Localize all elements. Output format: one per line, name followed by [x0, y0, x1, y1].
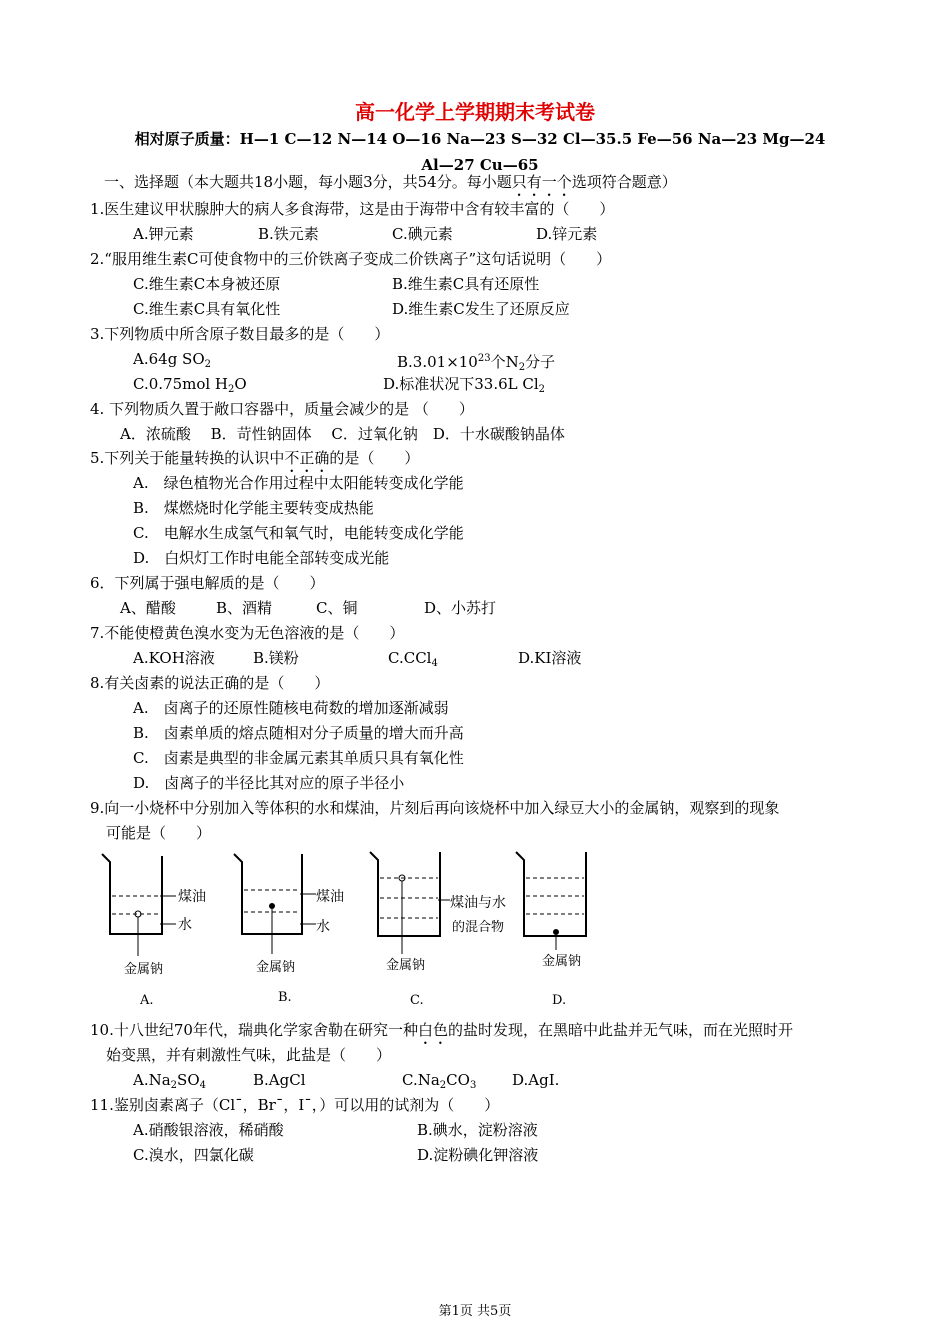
q4-options: A．浓硫酸 B．苛性钠固体 C．过氧化钠 D．十水碳酸钠晶体: [120, 425, 565, 443]
q3-a-text: A.64g SO: [133, 350, 205, 368]
beaker-b-label2: 水: [316, 919, 330, 935]
q10-stem-part: 10.十八世纪70年代，瑞典化学家舍勒在研究一种: [90, 1021, 418, 1039]
q11-option-b: B.碘水，淀粉溶液: [417, 1121, 538, 1139]
q10-option-a: [133, 1070, 206, 1096]
section-heading-part: 一、选择题（本大题共18小题，每小题3分，共54分。每小题: [104, 173, 512, 191]
q5-stem-emphasis: 不正确: [284, 449, 330, 467]
section-heading-emphasis: 只有一个: [511, 173, 572, 191]
atomic-masses-line2: Al—27 Cu—65: [421, 156, 539, 174]
q3-b-text: 个N: [490, 353, 519, 371]
beaker-diagram-c: [366, 848, 516, 1013]
q6-option-b: B、酒精: [216, 599, 273, 617]
q10-option-c: [402, 1070, 476, 1096]
q10-c-text: C.Na: [402, 1071, 440, 1089]
q6-option-d: D、小苏打: [424, 599, 497, 617]
q10-option-d: D.AgI.: [512, 1071, 560, 1089]
q10-c-subscript: 2: [439, 1080, 447, 1091]
q3-b-superscript: 23: [477, 353, 491, 364]
q10-stem-line2: 始变黑，并有刺激性气味，此盐是（ ）: [106, 1046, 392, 1064]
beaker-c-label2: 的混合物: [452, 920, 505, 935]
q8-stem: 8.有关卤素的说法正确的是（ ）: [90, 674, 330, 692]
section-heading-part: 选项符合题意）: [571, 173, 677, 191]
q3-b-text: 分子: [525, 353, 556, 371]
q7-option-a: A.KOH溶液: [133, 649, 215, 667]
beaker-c-bottom-label: 金属钠: [386, 958, 426, 973]
beaker-c-label1: 煤油与水: [450, 895, 506, 911]
q3-option-c: [133, 374, 247, 400]
q2-option-b: B.维生素C具有还原性: [392, 275, 540, 293]
beaker-a-drawing: [96, 848, 236, 968]
q2-option-d: D.维生素C发生了还原反应: [392, 300, 570, 318]
q3-b-text: B.3.01×10: [397, 353, 478, 371]
beaker-d-bottom-label: 金属钠: [542, 954, 582, 969]
beaker-a-bottom-label: 金属钠: [124, 962, 164, 977]
q11-option-a: A.硝酸银溶液，稀硝酸: [133, 1121, 284, 1139]
beaker-b-drawing: [230, 848, 370, 968]
q1-option-d: D.锌元素: [536, 225, 598, 243]
q10-option-b: B.AgCl: [253, 1071, 306, 1089]
beaker-diagram-b: [230, 848, 370, 1013]
q1-option-c: C.碘元素: [392, 225, 453, 243]
q10-stem-emphasis: 白色: [417, 1021, 448, 1039]
q6-option-a: A、醋酸: [120, 599, 176, 617]
q1-option-a: A.钾元素: [133, 225, 194, 243]
q4-stem: 4. 下列物质久置于敞口容器中，质量会减少的是 （ ）: [90, 400, 474, 418]
atomic-masses-line1: 相对原子质量：H—1 C—12 N—14 O—16 Na—23 S—32 Cl—35.5 Fe—56 Na—23 Mg—24: [134, 130, 826, 148]
q3-stem: 3.下列物质中所含原子数目最多的是（ ）: [90, 325, 390, 343]
q2-stem: 2.“服用维生素C可使食物中的三价铁离子变成二价铁离子”这句话说明（ ）: [90, 250, 612, 268]
q11-option-c: C.溴水，四氯化碳: [133, 1146, 254, 1164]
beaker-a-label2: 水: [178, 917, 192, 933]
q6-stem: 6．下列属于强电解质的是（ ）: [90, 574, 325, 592]
q1-stem: 1.医生建议甲状腺肿大的病人多食海带，这是由于海带中含有较丰富的（ ）: [90, 200, 615, 218]
beaker-a-label1: 煤油: [178, 889, 206, 905]
q10-c-text: CO: [446, 1071, 470, 1089]
beaker-b-bottom-label: 金属钠: [256, 960, 296, 975]
q5-option-d: D. 白炽灯工作时电能全部转变成光能: [133, 549, 390, 567]
q7-c-text: C.CCl: [388, 649, 432, 667]
q3-a-subscript: 2: [204, 359, 212, 370]
beaker-diagram-a: [96, 848, 236, 1013]
q10-stem-line1: [90, 1020, 793, 1048]
q3-d-text: D.标准状况下33.6L Cl: [383, 375, 539, 393]
q5-stem-part: 5.下列关于能量转换的认识中: [90, 449, 285, 467]
q11-option-d: D.淀粉碘化钾溶液: [417, 1146, 539, 1164]
q3-c-text: O: [234, 375, 247, 393]
q7-option-b: B.镁粉: [253, 649, 299, 667]
q9-stem-line2: 可能是（ ）: [106, 824, 212, 842]
section-heading: [104, 172, 677, 200]
q9-stem-line1: 9.向一小烧杯中分别加入等体积的水和煤油，片刻后再向该烧杯中加入绿豆大小的金属钠，观察到的现象: [90, 799, 780, 817]
beaker-b-option: B.: [278, 990, 292, 1005]
q5-option-b: B. 煤燃烧时化学能主要转变成热能: [133, 499, 374, 517]
q5-option-c: C. 电解水生成氢气和氧气时，电能转变成化学能: [133, 524, 464, 542]
q2-option-a: C.维生素C本身被还原: [133, 275, 281, 293]
q10-a-text: A.Na: [133, 1071, 171, 1089]
q8-option-a: A. 卤离子的还原性随核电荷数的增加逐渐减弱: [133, 699, 449, 717]
beaker-d-option: D.: [552, 993, 567, 1008]
q8-option-d: D. 卤离子的半径比其对应的原子半径小: [133, 774, 405, 792]
beaker-c-option: C.: [410, 993, 424, 1008]
q3-option-a: [133, 349, 211, 375]
q7-option-c: [388, 648, 438, 674]
q5-stem: [90, 448, 419, 476]
q3-option-d: [383, 374, 545, 400]
q11-stem: 11.鉴别卤素离子（Cl¯，Br¯，I¯，）可以用的试剂为（ ）: [90, 1096, 500, 1114]
q8-option-c: C. 卤素是典型的非金属元素其单质只具有氧化性: [133, 749, 464, 767]
q3-b-subscript: 2: [518, 362, 526, 373]
q10-a-subscript: 2: [170, 1080, 178, 1091]
atomic-masses: [92, 126, 868, 178]
q7-stem: 7.不能使橙黄色溴水变为无色溶液的是（ ）: [90, 624, 405, 642]
q7-option-d: D.KI溶液: [518, 649, 582, 667]
q8-option-b: B. 卤素单质的熔点随相对分子质量的增大而升高: [133, 724, 464, 742]
q2-option-c: C.维生素C具有氧化性: [133, 300, 281, 318]
q10-stem-part: 的盐时发现，在黑暗中此盐并无气味，而在光照时开: [447, 1021, 793, 1039]
page-title: 高一化学上学期期末考试卷: [355, 100, 595, 124]
beaker-a-option: A.: [140, 993, 154, 1008]
q10-a-text: SO: [177, 1071, 200, 1089]
q5-option-a: A. 绿色植物光合作用过程中太阳能转变成化学能: [133, 474, 464, 492]
q3-c-text: C.0.75mol H: [133, 375, 229, 393]
q10-c-subscript: 3: [469, 1080, 477, 1091]
page-footer: 第1页 共5页: [438, 1304, 512, 1319]
beaker-diagram-d: [512, 848, 612, 1013]
q7-c-subscript: 4: [431, 658, 438, 669]
q1-option-b: B.铁元素: [258, 225, 319, 243]
q6-option-c: C、铜: [316, 599, 358, 617]
beaker-b-label1: 煤油: [316, 889, 344, 905]
q10-a-subscript: 4: [199, 1080, 206, 1091]
q3-d-subscript: 2: [538, 384, 546, 395]
q3-c-subscript: 2: [228, 384, 235, 395]
q5-stem-part: 的是（ ）: [329, 449, 420, 467]
